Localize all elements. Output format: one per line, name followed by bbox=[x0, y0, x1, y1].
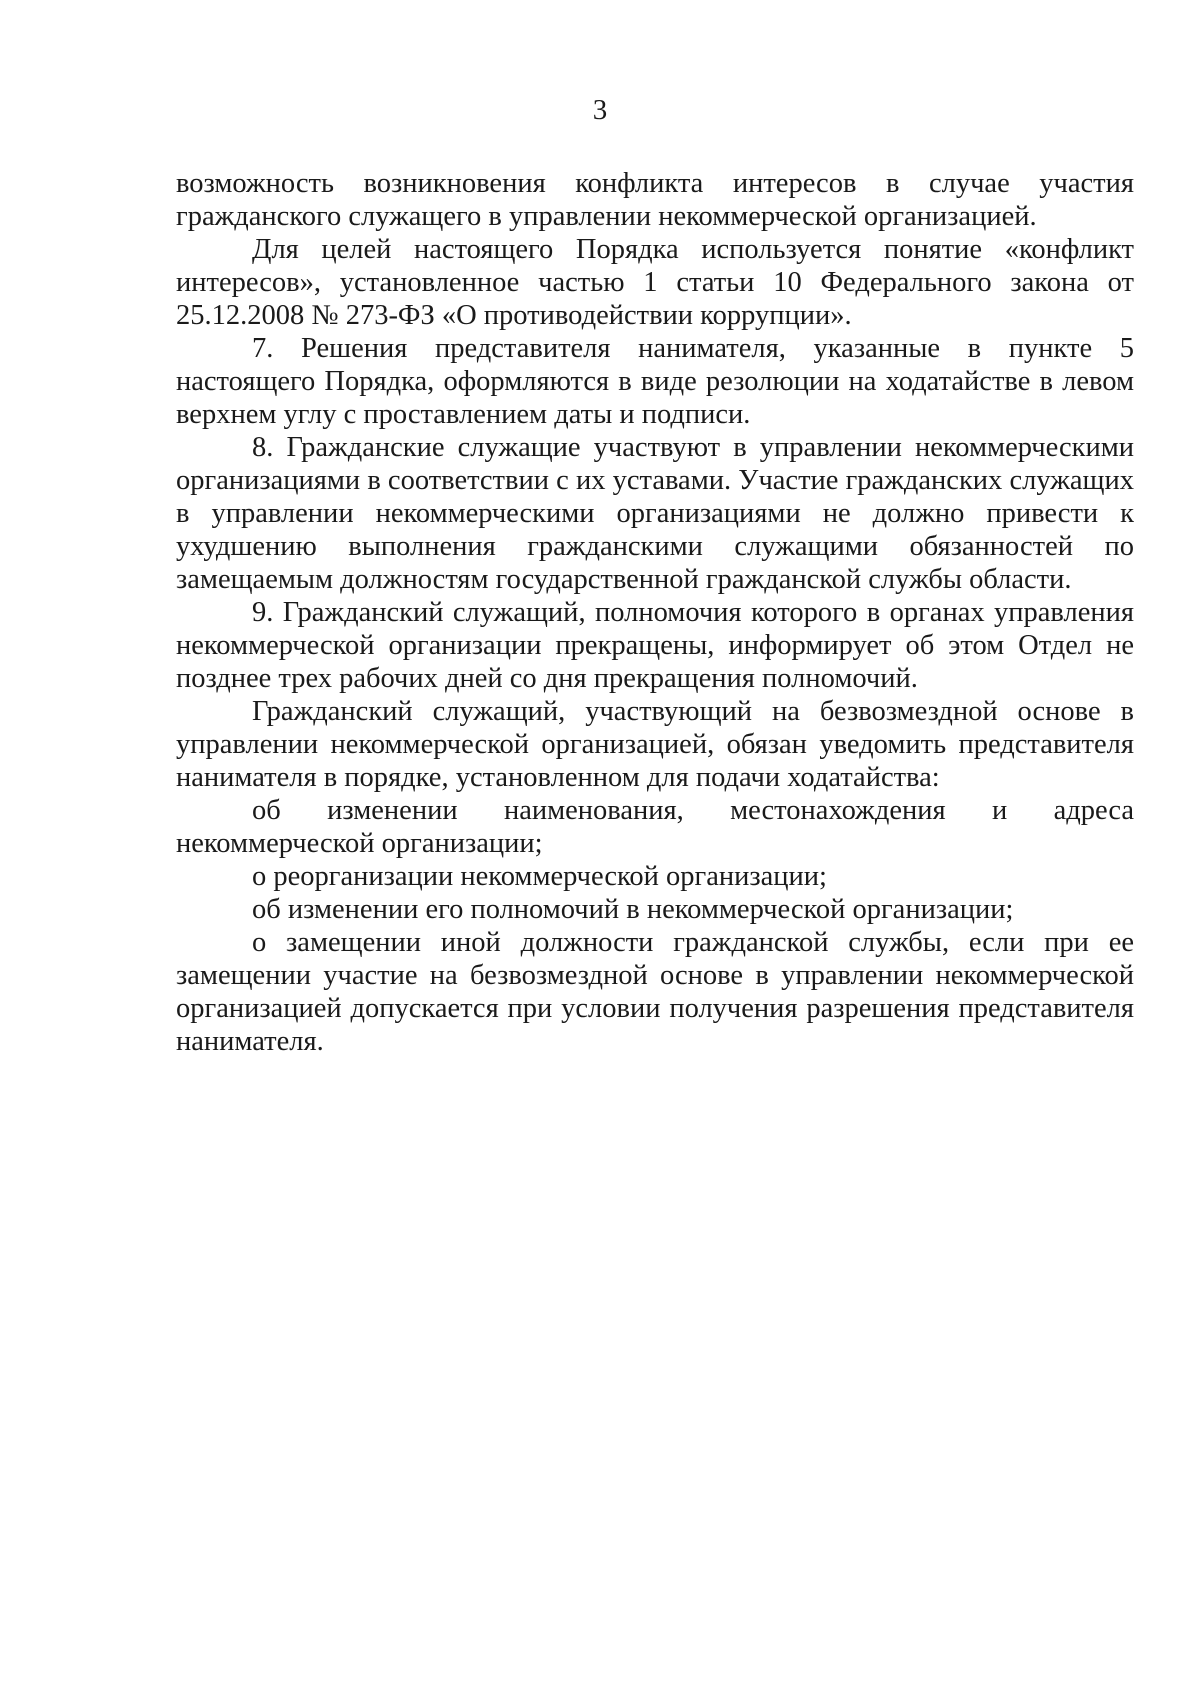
paragraph-conflict-definition: Для целей настоящего Порядка используется понятие «конфликт интересов», установленное частью 1 статьи 10 Федерального закона от 25.12.2008 № 273-ФЗ «О противодействии коррупции». bbox=[176, 234, 1134, 331]
list-item-powers-change: об изменении его полномочий в некоммерческой организации; bbox=[252, 894, 1014, 925]
page-number: 3 bbox=[592, 94, 608, 126]
paragraph-item-7: 7. Решения представителя нанимателя, указанные в пункте 5 настоящего Порядка, оформляются в виде резолюции на ходатайстве в левом верхнем углу с проставлением даты и подписи. bbox=[176, 333, 1134, 430]
list-item-other-position: о замещении иной должности гражданской службы, если при ее замещении участие на безвозмездной основе в управлении некоммерческой организацией допускается при условии получения разрешения представителя нанимателя. bbox=[176, 927, 1134, 1057]
paragraph-item-9: 9. Гражданский служащий, полномочия которого в органах управления некоммерческой организации прекращены, информирует об этом Отдел не позднее трех рабочих дней со дня прекращения полномочий. bbox=[176, 597, 1134, 694]
paragraph-notification-duty: Гражданский служащий, участвующий на безвозмездной основе в управлении некоммерческой организацией, обязан уведомить представителя нанимателя в порядке, установленном для подачи ходатайства: bbox=[176, 696, 1134, 793]
document-body bbox=[176, 167, 1134, 1058]
list-item-reorganization: о реорганизации некоммерческой организации; bbox=[252, 861, 827, 892]
paragraph-item-8: 8. Гражданские служащие участвуют в управлении некоммерческими организациями в соответствии с их уставами. Участие гражданских служащих в управлении некоммерческими организациями не должно привести к ухудшению выполнения гражданскими служащими обязанностей по замещаемым должностям государственной гражданской службы области. bbox=[176, 432, 1134, 595]
list-item-name-change: об изменении наименования, местонахождения и адреса некоммерческой организации; bbox=[176, 795, 1134, 859]
paragraph-continuation: возможность возникновения конфликта интересов в случае участия гражданского служащего в управлении некоммерческой организацией. bbox=[176, 168, 1134, 232]
